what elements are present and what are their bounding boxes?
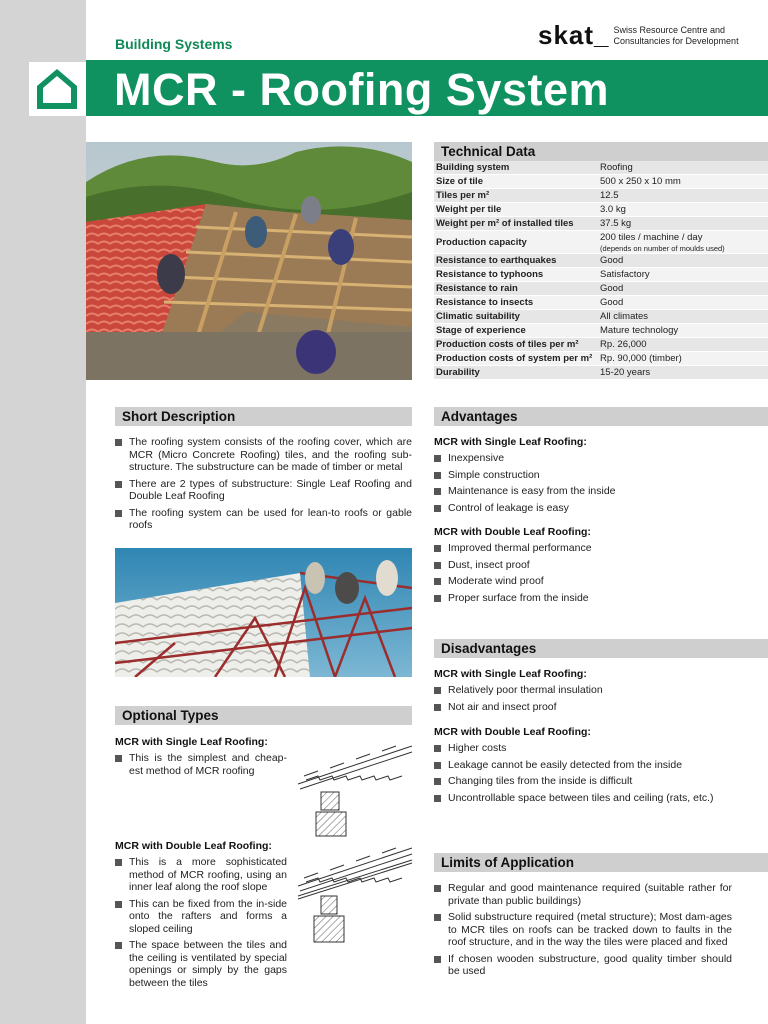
advantages-double-title: MCR with Double Leaf Roofing: xyxy=(434,526,591,538)
optional-types-heading: Optional Types xyxy=(115,706,412,725)
table-row xyxy=(434,231,768,254)
list-item: Uncontrollable space between tiles and ceiling (rats, etc.) xyxy=(434,792,732,805)
list-item: Dust, insect proof xyxy=(434,559,768,572)
table-cell-label: Production costs of tiles per m² xyxy=(434,338,598,352)
optional-single-list xyxy=(115,752,287,781)
value-text: Roofing xyxy=(600,162,633,174)
table-row xyxy=(434,324,768,338)
table-cell-label: Tiles per m² xyxy=(434,189,598,203)
logo-tagline-line2: Consultancies for Development xyxy=(613,36,739,46)
page-title: MCR - Roofing System xyxy=(114,64,610,115)
limits-heading: Limits of Application xyxy=(434,853,768,872)
table-row xyxy=(434,189,768,203)
list-item: The roofing system can be used for lean-to roofs or gable roofs xyxy=(115,507,412,532)
list-item: Regular and good maintenance required (suitable rather for private than public buildings) xyxy=(434,882,732,907)
technical-data-section xyxy=(434,142,768,380)
list-item: There are 2 types of substructure: Single Leaf Roofing and Double Leaf Roofing xyxy=(115,478,412,503)
optional-single-title: MCR with Single Leaf Roofing: xyxy=(115,736,268,748)
table-cell-label: Stage of experience xyxy=(434,324,598,338)
table-cell-label: Resistance to earthquakes xyxy=(434,254,598,268)
value-text: 15-20 years xyxy=(600,367,651,379)
title-banner xyxy=(86,60,768,116)
value-text: 37.5 kg xyxy=(600,218,632,230)
short-description-heading: Short Description xyxy=(115,407,412,426)
list-item: Improved thermal performance xyxy=(434,542,768,555)
list-item: If chosen wooden substructure, good quality timber should be used xyxy=(434,953,732,978)
left-sidebar-band xyxy=(0,0,86,1024)
advantages-single-title: MCR with Single Leaf Roofing: xyxy=(434,436,587,448)
disadvantages-heading: Disadvantages xyxy=(434,639,768,658)
table-cell-label: Resistance to rain xyxy=(434,282,598,296)
table-cell-value xyxy=(598,310,768,324)
table-cell-label: Durability xyxy=(434,366,598,380)
table-cell-value xyxy=(598,296,768,310)
list-item: Higher costs xyxy=(434,742,732,755)
table-row xyxy=(434,310,768,324)
list-item: Relatively poor thermal insulation xyxy=(434,684,768,697)
value-text: Mature technology xyxy=(600,325,679,337)
list-item: Simple construction xyxy=(434,469,768,482)
list-item: The roofing system consists of the roofing cover, which are MCR (Micro Concrete Roofing) tiles, and the roofing sub-structure. The substructure can be made of timber or metal xyxy=(115,436,412,474)
skat-logo xyxy=(538,20,739,50)
value-text: 12.5 xyxy=(600,190,619,202)
table-row xyxy=(434,366,768,380)
table-cell-value xyxy=(598,366,768,380)
table-cell-value xyxy=(598,161,768,175)
category-label: Building Systems xyxy=(115,36,233,52)
table-row xyxy=(434,338,768,352)
table-row xyxy=(434,296,768,310)
table-cell-label: Building system xyxy=(434,161,598,175)
table-row xyxy=(434,175,768,189)
table-cell-value xyxy=(598,203,768,217)
value-text: Good xyxy=(600,283,624,295)
disadvantages-single-list xyxy=(434,684,768,717)
advantages-heading: Advantages xyxy=(434,407,768,426)
table-cell-value xyxy=(598,217,768,231)
list-item: Leakage cannot be easily detected from the inside xyxy=(434,759,732,772)
table-cell-value xyxy=(598,175,768,189)
disadvantages-double-title: MCR with Double Leaf Roofing: xyxy=(434,726,591,738)
logo-wordmark: skat_ xyxy=(538,20,610,50)
value-text: 200 tiles / machine / day xyxy=(600,232,703,244)
table-row xyxy=(434,254,768,268)
list-item: Moderate wind proof xyxy=(434,575,768,588)
roof-installation-photo xyxy=(86,142,412,380)
short-description-list xyxy=(115,436,412,536)
table-cell-value xyxy=(598,282,768,296)
table-row xyxy=(434,282,768,296)
table-cell-label: Resistance to insects xyxy=(434,296,598,310)
value-text: Good xyxy=(600,297,624,309)
value-text: Rp. 90,000 (timber) xyxy=(600,353,682,365)
metal-structure-photo xyxy=(115,548,412,677)
list-item: Not air and insect proof xyxy=(434,701,768,714)
list-item: The space between the tiles and the ceiling is ventilated by special openings or simply by the gaps between the tiles xyxy=(115,939,287,989)
optional-double-list xyxy=(115,856,287,993)
value-text: Good xyxy=(600,255,624,267)
table-cell-label: Resistance to typhoons xyxy=(434,268,598,282)
table-cell-label: Production costs of system per m² xyxy=(434,352,598,366)
advantages-single-list xyxy=(434,452,768,518)
table-cell-value xyxy=(598,189,768,203)
table-row xyxy=(434,352,768,366)
list-item: This is the simplest and cheap-est method of MCR roofing xyxy=(115,752,287,777)
list-item: Solid substructure required (metal structure); Most dam-ages to MCR tiles on roofs can be tracked down to faults in the roof structure, and in the way the tiles were placed and fixed xyxy=(434,911,732,949)
list-item: This is a more sophisticated method of MCR roofing, using an inner leaf along the roof slope xyxy=(115,856,287,894)
optional-double-title: MCR with Double Leaf Roofing: xyxy=(115,840,272,852)
single-leaf-diagram xyxy=(296,738,416,838)
table-cell-label: Size of tile xyxy=(434,175,598,189)
logo-tagline xyxy=(614,25,739,47)
table-row xyxy=(434,268,768,282)
value-text: Satisfactory xyxy=(600,269,650,281)
table-cell-value xyxy=(598,338,768,352)
table-row xyxy=(434,203,768,217)
table-row xyxy=(434,217,768,231)
limits-list xyxy=(434,882,732,982)
disadvantages-double-list xyxy=(434,742,732,808)
table-cell-value xyxy=(598,352,768,366)
value-text: Rp. 26,000 xyxy=(600,339,647,351)
table-cell-label: Production capacity xyxy=(434,231,598,254)
list-item: Inexpensive xyxy=(434,452,768,465)
house-logo-icon xyxy=(29,62,86,116)
table-cell-value xyxy=(598,231,768,254)
logo-tagline-line1: Swiss Resource Centre and xyxy=(613,25,726,35)
list-item: Proper surface from the inside xyxy=(434,592,768,605)
table-cell-label: Weight per tile xyxy=(434,203,598,217)
table-cell-value xyxy=(598,254,768,268)
value-text: All climates xyxy=(600,311,649,323)
technical-data-table xyxy=(434,161,768,380)
list-item: This can be fixed from the in-side onto the rafters and forms a sloped ceiling xyxy=(115,898,287,936)
technical-data-heading: Technical Data xyxy=(434,142,768,161)
value-text: 500 x 250 x 10 mm xyxy=(600,176,681,188)
table-cell-value xyxy=(598,324,768,338)
list-item: Changing tiles from the inside is difficult xyxy=(434,775,732,788)
double-leaf-diagram xyxy=(296,840,416,944)
table-cell-value xyxy=(598,268,768,282)
table-cell-label: Climatic suitability xyxy=(434,310,598,324)
value-text: 3.0 kg xyxy=(600,204,626,216)
disadvantages-single-title: MCR with Single Leaf Roofing: xyxy=(434,668,587,680)
list-item: Maintenance is easy from the inside xyxy=(434,485,768,498)
table-row xyxy=(434,161,768,175)
table-cell-label: Weight per m² of installed tiles xyxy=(434,217,598,231)
list-item: Control of leakage is easy xyxy=(434,502,768,515)
value-note: (depends on number of moulds used) xyxy=(600,244,725,254)
advantages-double-list xyxy=(434,542,768,608)
